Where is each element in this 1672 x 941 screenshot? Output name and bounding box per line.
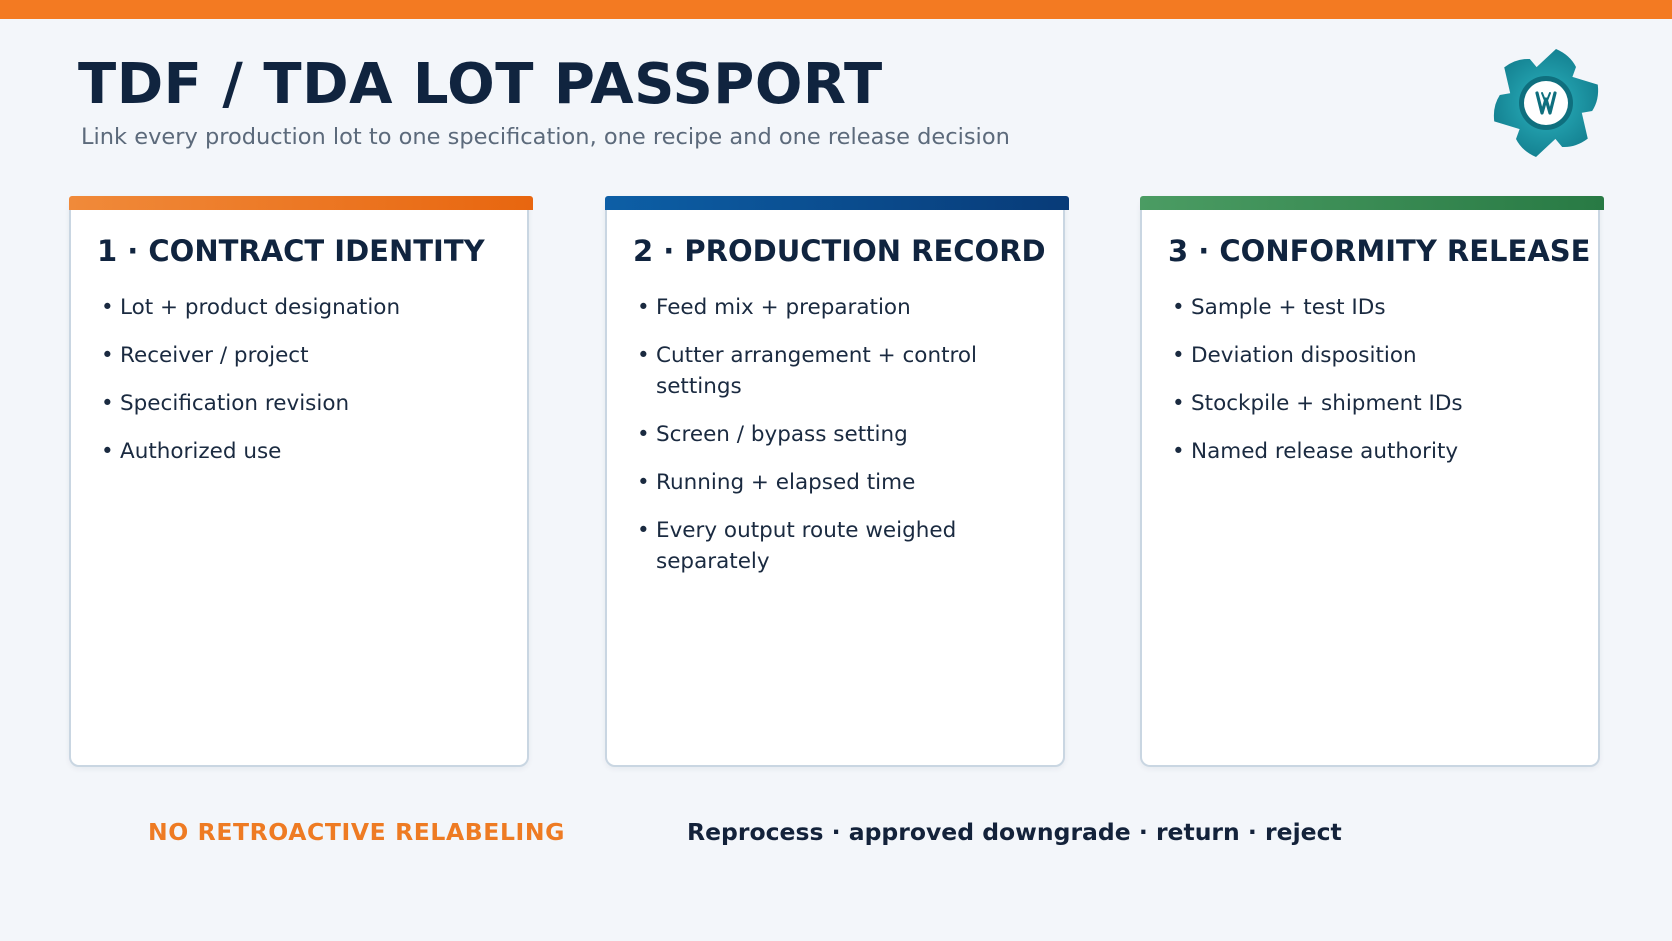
list-item: • Stockpile + shipment IDs xyxy=(1172,388,1582,419)
card-list xyxy=(1172,292,1582,484)
list-item: • Running + elapsed time xyxy=(637,467,1047,498)
top-accent-bar xyxy=(0,0,1672,19)
page-title: TDF / TDA LOT PASSPORT xyxy=(78,52,883,117)
list-item: • Screen / bypass setting xyxy=(637,419,1047,450)
list-item: • Receiver / project xyxy=(101,340,511,371)
footer-warning: NO RETROACTIVE RELABELING xyxy=(148,818,566,846)
list-item: • Lot + product designation xyxy=(101,292,511,323)
list-item: • Every output route weighed separately xyxy=(637,515,1047,577)
list-item: • Authorized use xyxy=(101,436,511,467)
card-conformity-release xyxy=(1140,196,1600,767)
card-production-record xyxy=(605,196,1065,767)
list-item: • Feed mix + preparation xyxy=(637,292,1047,323)
card-contract-identity xyxy=(69,196,529,767)
footer-options: Reprocess · approved downgrade · return · reject xyxy=(687,818,1342,846)
card-accent-bar xyxy=(69,196,533,210)
page-subtitle: Link every production lot to one specification, one recipe and one release decision xyxy=(81,124,1010,150)
list-item: • Sample + test IDs xyxy=(1172,292,1582,323)
card-accent-bar xyxy=(605,196,1069,210)
card-accent-bar xyxy=(1140,196,1604,210)
list-item: • Specification revision xyxy=(101,388,511,419)
card-list xyxy=(637,292,1047,594)
card-title: 3 · CONFORMITY RELEASE xyxy=(1168,234,1591,268)
card-title: 1 · CONTRACT IDENTITY xyxy=(97,234,485,268)
list-item: • Deviation disposition xyxy=(1172,340,1582,371)
card-title: 2 · PRODUCTION RECORD xyxy=(633,234,1046,268)
list-item: • Named release authority xyxy=(1172,436,1582,467)
list-item: • Cutter arrangement + control settings xyxy=(637,340,1047,402)
shredder-blade-logo-icon xyxy=(1487,44,1605,162)
card-list xyxy=(101,292,511,484)
